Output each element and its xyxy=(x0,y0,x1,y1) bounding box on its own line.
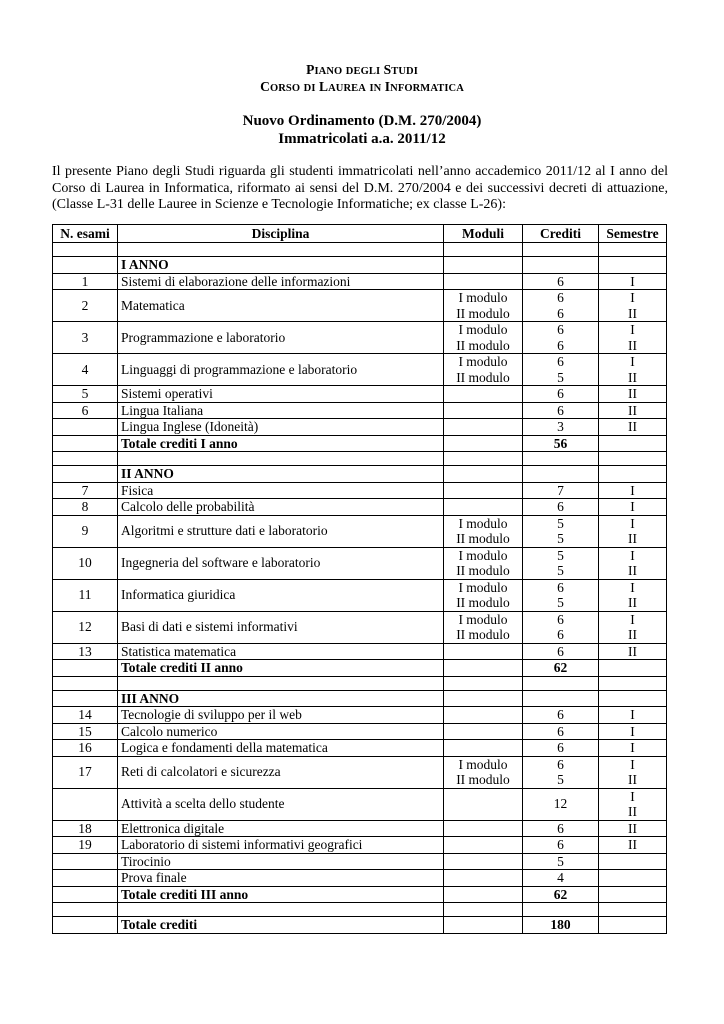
table-row xyxy=(53,354,667,386)
col-header-disciplina: Disciplina xyxy=(118,225,444,243)
year-heading-row xyxy=(53,466,667,483)
col-header-semestre: Semestre xyxy=(599,225,667,243)
doc-title-text: PIANO DEGLI STUDI xyxy=(306,62,418,77)
cell-semestre xyxy=(599,452,667,466)
year-heading: II ANNO xyxy=(118,466,444,483)
cell-crediti-line: 5 xyxy=(557,369,564,385)
table-row xyxy=(53,756,667,788)
cell-semestre: II xyxy=(599,402,667,419)
total-label: Totale crediti II anno xyxy=(118,660,444,677)
table-row xyxy=(53,853,667,870)
cell-moduli xyxy=(444,579,523,611)
cell-n-esami: 1 xyxy=(53,273,118,290)
cell-n-esami xyxy=(53,676,118,690)
cell-crediti-line: 6 xyxy=(557,337,564,353)
cell-moduli xyxy=(444,643,523,660)
cell-crediti xyxy=(523,322,599,354)
cell-moduli xyxy=(444,290,523,322)
cell-moduli xyxy=(444,870,523,887)
cell-semestre xyxy=(599,756,667,788)
cell-moduli xyxy=(444,886,523,903)
cell-n-esami xyxy=(53,435,118,452)
cell-n-esami xyxy=(53,690,118,707)
spacer-row xyxy=(53,676,667,690)
cell-moduli-line: II modulo xyxy=(456,627,510,642)
cell-moduli xyxy=(444,547,523,579)
cell-n-esami xyxy=(53,886,118,903)
cell-semestre-line: I xyxy=(630,515,635,531)
intro-paragraph: Il presente Piano degli Studi riguarda gli studenti immatricolati nell’anno accademico 2011/12 al I anno del Corso di Laurea in Informatica, riformato ai sensi del D.M. 270/2004 e dei successivi decreti di attuazione, (Classe L-31 delle Lauree in Scienze e Tecnologie Informatiche; ex classe L-26): xyxy=(52,164,668,212)
cell-disciplina: Matematica xyxy=(118,290,444,322)
col-header-moduli: Moduli xyxy=(444,225,523,243)
cell-crediti xyxy=(523,515,599,547)
cell-crediti: 6 xyxy=(523,273,599,290)
cell-semestre xyxy=(599,903,667,917)
total-credits: 56 xyxy=(523,435,599,452)
cell-n-esami: 19 xyxy=(53,837,118,854)
cell-semestre xyxy=(599,870,667,887)
total-label: Totale crediti xyxy=(118,917,444,934)
cell-crediti xyxy=(523,756,599,788)
cell-crediti-line: 6 xyxy=(557,290,564,305)
cell-n-esami: 2 xyxy=(53,290,118,322)
table-row xyxy=(53,579,667,611)
cell-crediti: 6 xyxy=(523,837,599,854)
cell-crediti xyxy=(523,466,599,483)
cell-n-esami: 4 xyxy=(53,354,118,386)
cell-semestre xyxy=(599,886,667,903)
cell-disciplina xyxy=(118,452,444,466)
cell-crediti xyxy=(523,547,599,579)
cell-crediti-line: 5 xyxy=(557,515,564,531)
year-heading-row xyxy=(53,257,667,274)
cell-moduli-line: I modulo xyxy=(458,354,508,369)
cell-n-esami: 18 xyxy=(53,820,118,837)
cell-crediti xyxy=(523,257,599,274)
cell-crediti: 6 xyxy=(523,386,599,403)
cell-n-esami xyxy=(53,257,118,274)
table-row xyxy=(53,402,667,419)
study-plan-table xyxy=(52,224,667,934)
cell-n-esami: 11 xyxy=(53,579,118,611)
cell-semestre-line: I xyxy=(630,579,635,595)
cell-disciplina: Linguaggi di programmazione e laboratorio xyxy=(118,354,444,386)
cell-moduli xyxy=(444,740,523,757)
cell-semestre: II xyxy=(599,820,667,837)
cell-n-esami: 10 xyxy=(53,547,118,579)
cell-crediti: 6 xyxy=(523,499,599,516)
cell-semestre-line: I xyxy=(630,354,635,369)
cell-crediti-line: 6 xyxy=(557,305,564,321)
cell-n-esami: 12 xyxy=(53,611,118,643)
year-heading-row xyxy=(53,690,667,707)
total-row xyxy=(53,917,667,934)
table-row xyxy=(53,419,667,436)
table-row xyxy=(53,643,667,660)
cell-semestre xyxy=(599,257,667,274)
table-row xyxy=(53,515,667,547)
cell-semestre xyxy=(599,788,667,820)
total-credits: 62 xyxy=(523,660,599,677)
cell-semestre: II xyxy=(599,643,667,660)
cell-crediti xyxy=(523,676,599,690)
cell-n-esami: 5 xyxy=(53,386,118,403)
cell-disciplina: Ingegneria del software e laboratorio xyxy=(118,547,444,579)
cell-semestre-line: II xyxy=(628,563,637,578)
cell-semestre-line: II xyxy=(628,627,637,642)
cell-semestre xyxy=(599,515,667,547)
cell-n-esami: 15 xyxy=(53,723,118,740)
cell-moduli xyxy=(444,499,523,516)
cell-semestre-line: I xyxy=(630,290,635,305)
cell-semestre xyxy=(599,579,667,611)
cell-semestre xyxy=(599,917,667,934)
cell-disciplina: Informatica giuridica xyxy=(118,579,444,611)
total-credits: 62 xyxy=(523,886,599,903)
cell-semestre: II xyxy=(599,419,667,436)
table-row xyxy=(53,820,667,837)
cell-crediti xyxy=(523,354,599,386)
cell-crediti: 3 xyxy=(523,419,599,436)
cell-semestre: I xyxy=(599,499,667,516)
cell-disciplina: Tirocinio xyxy=(118,853,444,870)
cell-semestre xyxy=(599,660,667,677)
cell-moduli-line: II modulo xyxy=(456,337,510,353)
cell-disciplina: Laboratorio di sistemi informativi geografici xyxy=(118,837,444,854)
cell-crediti xyxy=(523,903,599,917)
cell-disciplina: Attività a scelta dello studente xyxy=(118,788,444,820)
cell-n-esami: 17 xyxy=(53,756,118,788)
cell-disciplina: Calcolo numerico xyxy=(118,723,444,740)
ordinamento-heading: Nuovo Ordinamento (D.M. 270/2004) xyxy=(242,113,482,129)
cell-moduli xyxy=(444,660,523,677)
cell-crediti xyxy=(523,690,599,707)
table-row xyxy=(53,386,667,403)
cell-n-esami xyxy=(53,452,118,466)
cell-n-esami xyxy=(53,419,118,436)
total-row xyxy=(53,886,667,903)
table-row xyxy=(53,322,667,354)
cell-crediti: 6 xyxy=(523,643,599,660)
cell-crediti-line: 5 xyxy=(557,547,564,563)
cell-semestre xyxy=(599,611,667,643)
total-label: Totale crediti I anno xyxy=(118,435,444,452)
cell-semestre-line: II xyxy=(628,305,637,321)
cell-moduli xyxy=(444,435,523,452)
cell-crediti xyxy=(523,579,599,611)
cell-moduli xyxy=(444,903,523,917)
cell-moduli-line: I modulo xyxy=(458,611,508,627)
cell-moduli xyxy=(444,257,523,274)
cell-semestre: I xyxy=(599,273,667,290)
cell-semestre xyxy=(599,466,667,483)
cell-crediti xyxy=(523,243,599,257)
col-header-n-esami: N. esami xyxy=(53,225,118,243)
cell-moduli-line: I modulo xyxy=(458,547,508,563)
table-row xyxy=(53,788,667,820)
spacer-row xyxy=(53,243,667,257)
cell-semestre xyxy=(599,690,667,707)
cell-n-esami: 8 xyxy=(53,499,118,516)
table-row xyxy=(53,723,667,740)
cell-semestre-line: I xyxy=(630,611,635,627)
table-body xyxy=(53,243,667,934)
doc-title-line2 xyxy=(0,79,724,95)
cell-moduli-line: II modulo xyxy=(456,369,510,385)
cell-n-esami: 6 xyxy=(53,402,118,419)
table-row xyxy=(53,611,667,643)
cell-moduli xyxy=(444,402,523,419)
cell-disciplina: Statistica matematica xyxy=(118,643,444,660)
cell-crediti-line: 6 xyxy=(557,354,564,369)
cell-moduli xyxy=(444,515,523,547)
cell-crediti-line: 5 xyxy=(557,772,564,787)
cell-disciplina: Reti di calcolatori e sicurezza xyxy=(118,756,444,788)
cell-crediti: 6 xyxy=(523,740,599,757)
cell-semestre-line: I xyxy=(630,788,635,804)
cell-crediti xyxy=(523,452,599,466)
cell-disciplina: Sistemi di elaborazione delle informazioni xyxy=(118,273,444,290)
cell-crediti: 6 xyxy=(523,402,599,419)
cell-crediti-line: 6 xyxy=(557,322,564,337)
cell-moduli xyxy=(444,756,523,788)
cell-semestre-line: II xyxy=(628,595,637,610)
cell-moduli-line: I modulo xyxy=(458,322,508,337)
cell-semestre-line: II xyxy=(628,369,637,385)
cell-moduli xyxy=(444,466,523,483)
cell-semestre xyxy=(599,322,667,354)
table-row xyxy=(53,707,667,724)
cell-disciplina xyxy=(118,243,444,257)
cell-moduli xyxy=(444,723,523,740)
cell-crediti: 4 xyxy=(523,870,599,887)
cell-moduli-line: I modulo xyxy=(458,515,508,531)
cell-crediti-line: 6 xyxy=(557,756,564,772)
cell-moduli xyxy=(444,707,523,724)
cell-moduli xyxy=(444,386,523,403)
cell-moduli xyxy=(444,820,523,837)
year-heading: I ANNO xyxy=(118,257,444,274)
cell-semestre: I xyxy=(599,707,667,724)
cell-disciplina xyxy=(118,903,444,917)
cell-crediti: 6 xyxy=(523,820,599,837)
cell-n-esami xyxy=(53,870,118,887)
cell-disciplina: Lingua Italiana xyxy=(118,402,444,419)
cell-semestre-line: II xyxy=(628,772,637,787)
cell-moduli xyxy=(444,273,523,290)
table-row xyxy=(53,499,667,516)
cell-disciplina: Tecnologie di sviluppo per il web xyxy=(118,707,444,724)
cell-moduli xyxy=(444,611,523,643)
cell-n-esami xyxy=(53,243,118,257)
cell-crediti-line: 5 xyxy=(557,563,564,578)
cell-crediti-line: 5 xyxy=(557,595,564,610)
cell-disciplina: Fisica xyxy=(118,482,444,499)
table-row xyxy=(53,273,667,290)
cell-semestre xyxy=(599,354,667,386)
cell-moduli xyxy=(444,788,523,820)
cell-semestre xyxy=(599,435,667,452)
cell-semestre: I xyxy=(599,482,667,499)
cell-moduli-line: II modulo xyxy=(456,595,510,610)
cell-n-esami: 7 xyxy=(53,482,118,499)
cell-semestre-line: I xyxy=(630,756,635,772)
table-header-row xyxy=(53,225,667,243)
cell-semestre xyxy=(599,290,667,322)
cell-moduli xyxy=(444,676,523,690)
total-credits: 180 xyxy=(523,917,599,934)
cell-semestre-line: II xyxy=(628,804,637,819)
cell-semestre xyxy=(599,547,667,579)
cell-n-esami xyxy=(53,660,118,677)
cell-crediti-line: 5 xyxy=(557,531,564,546)
cell-semestre-line: II xyxy=(628,531,637,546)
cell-moduli xyxy=(444,419,523,436)
cell-n-esami xyxy=(53,788,118,820)
cell-moduli xyxy=(444,690,523,707)
cell-n-esami xyxy=(53,853,118,870)
cell-semestre: I xyxy=(599,723,667,740)
cell-semestre-line: I xyxy=(630,547,635,563)
cell-n-esami: 14 xyxy=(53,707,118,724)
cell-disciplina: Calcolo delle probabilità xyxy=(118,499,444,516)
cell-disciplina: Logica e fondamenti della matematica xyxy=(118,740,444,757)
cell-semestre xyxy=(599,676,667,690)
cell-semestre: I xyxy=(599,740,667,757)
cell-n-esami xyxy=(53,466,118,483)
table-row xyxy=(53,870,667,887)
cell-n-esami: 13 xyxy=(53,643,118,660)
cell-semestre: II xyxy=(599,386,667,403)
total-row xyxy=(53,660,667,677)
cell-moduli xyxy=(444,243,523,257)
cell-moduli-line: I modulo xyxy=(458,290,508,305)
total-row xyxy=(53,435,667,452)
cell-n-esami: 9 xyxy=(53,515,118,547)
col-header-crediti: Crediti xyxy=(523,225,599,243)
table-row xyxy=(53,482,667,499)
total-label: Totale crediti III anno xyxy=(118,886,444,903)
cell-disciplina: Basi di dati e sistemi informativi xyxy=(118,611,444,643)
table-row xyxy=(53,837,667,854)
spacer-row xyxy=(53,903,667,917)
table-row xyxy=(53,547,667,579)
cell-moduli-line: II modulo xyxy=(456,531,510,546)
cell-crediti-line: 6 xyxy=(557,611,564,627)
cell-moduli xyxy=(444,452,523,466)
cell-n-esami xyxy=(53,903,118,917)
cell-n-esami xyxy=(53,917,118,934)
cell-moduli-line: II modulo xyxy=(456,772,510,787)
cell-moduli-line: II modulo xyxy=(456,305,510,321)
cell-crediti-line: 6 xyxy=(557,627,564,642)
year-heading: III ANNO xyxy=(118,690,444,707)
immatricolati-heading: Immatricolati a.a. 2011/12 xyxy=(278,131,446,147)
cell-disciplina: Prova finale xyxy=(118,870,444,887)
cell-disciplina: Sistemi operativi xyxy=(118,386,444,403)
cell-moduli-line: I modulo xyxy=(458,756,508,772)
spacer-row xyxy=(53,452,667,466)
table-row xyxy=(53,740,667,757)
cell-disciplina: Algoritmi e strutture dati e laboratorio xyxy=(118,515,444,547)
cell-moduli xyxy=(444,482,523,499)
cell-moduli-line: II modulo xyxy=(456,563,510,578)
cell-semestre xyxy=(599,853,667,870)
cell-moduli xyxy=(444,853,523,870)
cell-moduli xyxy=(444,917,523,934)
cell-moduli xyxy=(444,354,523,386)
cell-disciplina: Lingua Inglese (Idoneità) xyxy=(118,419,444,436)
cell-crediti: 6 xyxy=(523,707,599,724)
cell-semestre-line: II xyxy=(628,337,637,353)
cell-semestre-line: I xyxy=(630,322,635,337)
cell-semestre: II xyxy=(599,837,667,854)
cell-disciplina: Elettronica digitale xyxy=(118,820,444,837)
cell-crediti xyxy=(523,290,599,322)
cell-crediti: 6 xyxy=(523,723,599,740)
cell-n-esami: 3 xyxy=(53,322,118,354)
doc-title-line1 xyxy=(0,62,724,78)
cell-disciplina xyxy=(118,676,444,690)
cell-disciplina: Programmazione e laboratorio xyxy=(118,322,444,354)
cell-crediti: 5 xyxy=(523,853,599,870)
cell-moduli xyxy=(444,322,523,354)
doc-subtitle-text: CORSO DI LAUREA IN INFORMATICA xyxy=(260,79,464,94)
cell-moduli xyxy=(444,837,523,854)
cell-moduli-line: I modulo xyxy=(458,579,508,595)
cell-crediti-line: 6 xyxy=(557,579,564,595)
cell-crediti xyxy=(523,611,599,643)
cell-n-esami: 16 xyxy=(53,740,118,757)
table-row xyxy=(53,290,667,322)
cell-crediti: 7 xyxy=(523,482,599,499)
cell-crediti: 12 xyxy=(523,788,599,820)
cell-semestre xyxy=(599,243,667,257)
